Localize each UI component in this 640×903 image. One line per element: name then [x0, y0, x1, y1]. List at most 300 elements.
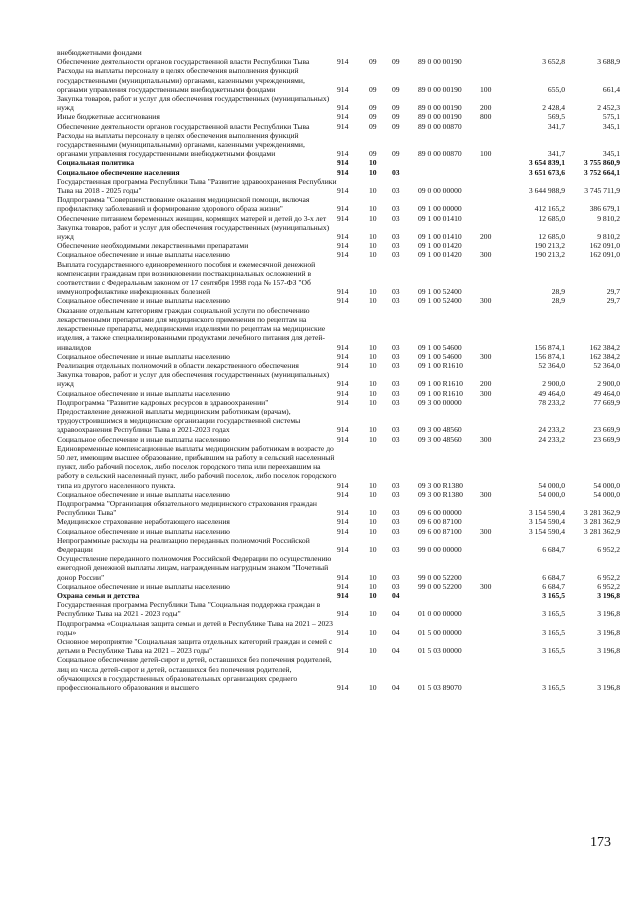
row-section: 10 [369, 379, 377, 389]
row-amount-year1: 156 874,1 [534, 342, 565, 352]
row-expense-type [480, 48, 505, 57]
row-amount-year2: 3 755 860,9 [583, 158, 620, 168]
row-name: Обеспечение питанием беременных женщин, кормящих матерей и детей до 3-х лет [57, 213, 327, 223]
row-amount-year2: 2 452,3 [597, 103, 620, 113]
row-target-article: 09 1 00 00000 [418, 204, 462, 214]
row-name: Государственная программа Республики Тыва "Социальная поддержка граждан в Республике Тыва на 2021 - 2023 годы" [57, 600, 321, 619]
row-target-article: 09 1 00 01420 [418, 250, 462, 260]
row-amount-year1: 3 154 590,4 [528, 526, 565, 536]
row-amount-year2: 23 669,9 [593, 425, 620, 435]
row-target-article: 89 0 00 00190 [418, 103, 462, 113]
row-target-article: 09 1 00 R1610 [418, 360, 463, 370]
row-expense-type: 200 [480, 103, 492, 113]
row-amount-year2: 3 196,8 [597, 590, 620, 600]
row-grbs: 914 [337, 287, 349, 297]
row-subsection: 09 [392, 84, 400, 94]
table-row [57, 241, 620, 250]
row-target-article: 09 6 00 00000 [418, 508, 462, 518]
row-amount-year1: 412 165,2 [534, 204, 565, 214]
row-name: внебюджетными фондами [57, 48, 142, 57]
row-name: Непрограммные расходы на реализацию переданных полномочий Российской Федерации [57, 535, 310, 554]
row-subsection [392, 158, 418, 167]
row-amount-year2: 162 384,2 [589, 351, 620, 361]
row-target-article: 01 5 03 00000 [418, 646, 462, 656]
row-amount-year1: 6 684,7 [542, 581, 565, 591]
table-row [57, 223, 620, 241]
row-target-article: 09 1 00 01420 [418, 241, 462, 251]
row-name: Социальное обеспечение детей-сирот и детей, оставшихся без попечения родителей, лиц из числа детей-сирот и детей, оставшихся без попечения родителей, обучающихся в государственных образовательных организациях среднего профессионального образования и высшего [57, 655, 332, 693]
row-expense-type [480, 517, 505, 526]
row-amount-year2: 3 196,8 [597, 627, 620, 637]
row-amount-year2: 345,1 [602, 121, 620, 131]
row-grbs: 914 [337, 526, 349, 536]
row-section: 10 [369, 434, 377, 444]
row-amount-year1: 54 000,0 [538, 480, 565, 490]
table-row [57, 536, 620, 554]
row-subsection: 03 [392, 250, 400, 260]
row-target-article: 99 0 00 52200 [418, 572, 462, 582]
row-name: Закупка товаров, работ и услуг для обеспечения государственных (муниципальных) нужд [57, 94, 330, 113]
row-section: 10 [369, 287, 377, 297]
row-grbs: 914 [337, 544, 349, 554]
budget-table-body [57, 48, 620, 692]
row-amount-year2: 49 464,0 [593, 388, 620, 398]
row-subsection: 09 [392, 103, 400, 113]
row-section: 10 [369, 296, 377, 306]
row-subsection: 03 [392, 351, 400, 361]
row-subsection: 03 [392, 167, 400, 177]
row-amount-year1: 12 685,0 [538, 213, 565, 223]
row-amount-year1: 6 684,7 [542, 544, 565, 554]
row-section: 10 [369, 360, 377, 370]
row-expense-type [480, 57, 505, 66]
row-expense-type [480, 306, 505, 352]
row-expense-type [480, 407, 505, 435]
row-expense-type [480, 158, 505, 167]
row-name: Социальное обеспечение населения [57, 167, 180, 177]
row-name: Социальное обеспечение и иные выплаты населению [57, 526, 230, 536]
row-expense-type [480, 398, 505, 407]
row-subsection: 09 [392, 149, 400, 159]
row-subsection: 03 [392, 489, 400, 499]
row-expense-type [480, 637, 505, 655]
row-section: 10 [369, 544, 377, 554]
row-amount-year1: 3 652,8 [542, 57, 565, 67]
row-target-article: 09 3 00 R1380 [418, 489, 463, 499]
row-amount-year2: 6 952,2 [597, 581, 620, 591]
row-expense-type [480, 600, 505, 618]
row-amount-year1: 3 154 590,4 [528, 517, 565, 527]
row-section: 10 [369, 388, 377, 398]
table-row [57, 637, 620, 655]
row-name: Подпрограмма «Социальная защита семьи и детей в Республике Тыва на 2021 – 2023 годы» [57, 618, 333, 637]
row-amount-year1: 3 165,5 [542, 609, 565, 619]
row-target-article: 89 0 00 00190 [418, 57, 462, 67]
row-section: 10 [369, 241, 377, 251]
row-name: Иные бюджетные ассигнования [57, 112, 160, 122]
row-name: Реализация отдельных полномочий в области лекарственного обеспечения [57, 360, 299, 370]
row-section: 10 [369, 167, 377, 177]
row-expense-type: 300 [480, 526, 492, 536]
table-row [57, 370, 620, 388]
row-amount-year2: 23 669,9 [593, 434, 620, 444]
table-row [57, 499, 620, 517]
table-row [57, 352, 620, 361]
row-amount-year2: 345,1 [602, 149, 620, 159]
row-expense-type: 300 [480, 250, 492, 260]
row-grbs: 914 [337, 627, 349, 637]
row-grbs: 914 [337, 204, 349, 214]
row-target-article: 09 3 00 48560 [418, 425, 462, 435]
row-name: Социальная политика [57, 158, 135, 168]
row-section: 10 [369, 646, 377, 656]
row-subsection: 03 [392, 287, 400, 297]
row-expense-type: 100 [480, 84, 492, 94]
table-row [57, 435, 620, 444]
table-row [57, 195, 620, 213]
row-grbs: 914 [337, 250, 349, 260]
row-grbs: 914 [337, 646, 349, 656]
row-grbs: 914 [337, 186, 349, 196]
table-row [57, 122, 620, 131]
row-grbs: 914 [337, 517, 349, 527]
row-name: Социальное обеспечение и иные выплаты населению [57, 434, 230, 444]
table-row [57, 158, 620, 167]
row-amount-year2: 3 196,8 [597, 683, 620, 693]
row-section: 10 [369, 627, 377, 637]
row-name: Расходы на выплаты персоналу в целях обеспечения выполнения функций государственными (муниципальными) органами, казенными учреждениями, органами управления государственными внебюджетными фондами [57, 130, 305, 159]
row-expense-type [480, 536, 505, 554]
row-name: Социальное обеспечение и иные выплаты населению [57, 351, 230, 361]
row-subsection: 03 [392, 480, 400, 490]
row-section: 09 [369, 149, 377, 159]
row-subsection: 03 [392, 213, 400, 223]
row-section: 09 [369, 112, 377, 122]
row-amount-year1: 3 654 839,1 [528, 158, 565, 168]
row-target-article [418, 168, 480, 177]
row-section: 09 [369, 121, 377, 131]
row-name: Подпрограмма "Развитие кадровых ресурсов в здравоохранении" [57, 397, 269, 407]
row-amount-year2: 162 091,0 [589, 241, 620, 251]
row-amount-year2: 3 196,8 [597, 609, 620, 619]
row-amount-year1: 156 874,1 [534, 351, 565, 361]
row-subsection: 09 [392, 112, 400, 122]
row-amount-year1: 2 900,0 [542, 379, 565, 389]
row-subsection: 03 [392, 397, 400, 407]
row-expense-type [480, 122, 505, 131]
table-row [57, 260, 620, 297]
row-expense-type [480, 591, 505, 600]
row-amount-year2: 3 745 711,9 [584, 186, 620, 196]
row-subsection: 03 [392, 379, 400, 389]
table-row [57, 517, 620, 526]
row-grbs: 914 [337, 167, 349, 177]
row-section: 10 [369, 526, 377, 536]
row-section: 09 [369, 57, 377, 67]
row-target-article: 09 6 00 87100 [418, 526, 462, 536]
table-row [57, 168, 620, 177]
row-name: Охрана семьи и детства [57, 590, 140, 600]
row-grbs: 914 [337, 434, 349, 444]
row-subsection: 03 [392, 526, 400, 536]
row-amount-year2: 386 679,1 [589, 204, 620, 214]
budget-table [57, 48, 620, 692]
row-amount-year1: 655,0 [547, 84, 565, 94]
row-subsection: 03 [392, 434, 400, 444]
row-amount-year2: 6 952,2 [597, 572, 620, 582]
table-row [57, 591, 620, 600]
table-row [57, 490, 620, 499]
row-expense-type: 100 [480, 149, 492, 159]
row-section: 10 [369, 581, 377, 591]
table-row [57, 407, 620, 435]
row-subsection: 03 [392, 388, 400, 398]
row-name: Социальное обеспечение и иные выплаты населению [57, 296, 230, 306]
row-name: Обеспечение деятельности органов государственной власти Республики Тыва [57, 121, 310, 131]
table-row [57, 554, 620, 582]
row-grbs: 914 [337, 57, 349, 67]
row-name: Медицинское страхование неработающего населения [57, 517, 230, 527]
row-grbs: 914 [337, 609, 349, 619]
row-subsection: 03 [392, 360, 400, 370]
row-name: Обеспечение необходимыми лекарственными препаратами [57, 241, 249, 251]
table-row [57, 398, 620, 407]
row-grbs: 914 [337, 351, 349, 361]
row-grbs: 914 [337, 489, 349, 499]
row-target-article: 89 0 00 00870 [418, 121, 462, 131]
row-section: 10 [369, 609, 377, 619]
row-expense-type [480, 554, 505, 582]
row-subsection: 03 [392, 296, 400, 306]
table-row [57, 131, 620, 159]
row-expense-type: 200 [480, 232, 492, 242]
row-target-article: 09 1 00 01410 [418, 232, 462, 242]
row-target-article: 99 0 00 00000 [418, 544, 462, 554]
row-name: Предоставление денежной выплаты медицинским работникам (врачам), трудоустроившимся в медицинские организации государственной системы здравоохранения Республики Тыва в 2021-2023 годах [57, 406, 301, 435]
row-subsection: 04 [392, 683, 400, 693]
row-subsection: 03 [392, 186, 400, 196]
table-row [57, 444, 620, 490]
row-name: Расходы на выплаты персоналу в целях обеспечения выполнения функций государственными (муниципальными) органами, казенными учреждениями, органами управления государственными внебюджетными фондами [57, 66, 305, 94]
row-target-article: 09 1 00 R1610 [418, 379, 463, 389]
row-grbs: 914 [337, 508, 349, 518]
row-amount-year1: 3 165,5 [542, 683, 565, 693]
row-grbs: 914 [337, 84, 349, 94]
row-expense-type: 200 [480, 379, 492, 389]
table-row [57, 619, 620, 637]
row-subsection: 04 [392, 627, 400, 637]
row-section: 10 [369, 489, 377, 499]
row-grbs: 914 [337, 296, 349, 306]
row-subsection: 03 [392, 581, 400, 591]
row-amount-year2: 29,7 [606, 296, 620, 306]
row-target-article: 09 1 00 01410 [418, 213, 462, 223]
table-row [57, 66, 620, 94]
row-grbs: 914 [337, 103, 349, 113]
row-amount-year2: 52 364,0 [593, 360, 620, 370]
row-grbs: 914 [337, 397, 349, 407]
row-name: Закупка товаров, работ и услуг для обеспечения государственных (муниципальных) нужд [57, 370, 330, 389]
row-target-article: 09 6 00 87100 [418, 517, 462, 527]
row-target-article: 09 3 00 00000 [418, 397, 462, 407]
table-row [57, 57, 620, 66]
row-section: 10 [369, 204, 377, 214]
row-amount-year2: 77 669,9 [593, 397, 620, 407]
row-expense-type [480, 619, 505, 637]
table-row [57, 527, 620, 536]
row-grbs: 914 [337, 480, 349, 490]
row-amount-year1: 52 364,0 [538, 360, 565, 370]
row-expense-type: 300 [480, 489, 492, 499]
row-name: Единовременные компенсационные выплаты медицинским работникам в возрасте до 50 лет, имеющим высшее образование, прибывшим на работу в сельский населенный пункт, либо рабочий поселок, либо поселок городского типа или переехавшим на работу в сельский населенный пункт, либо рабочий поселок, либо поселок городского типа из другого населенного пункта. [57, 443, 337, 490]
row-grbs: 914 [337, 112, 349, 122]
row-amount-year1: 12 685,0 [538, 232, 565, 242]
row-target-article [418, 158, 480, 167]
row-grbs: 914 [337, 590, 349, 600]
row-target-article: 09 3 00 48560 [418, 434, 462, 444]
row-grbs: 914 [337, 149, 349, 159]
table-row [57, 296, 620, 305]
row-expense-type [480, 260, 505, 297]
row-section: 10 [369, 572, 377, 582]
row-amount-year1: 569,5 [547, 112, 565, 122]
row-section: 10 [369, 232, 377, 242]
row-section: 10 [369, 351, 377, 361]
row-amount-year2: 9 810,2 [597, 213, 620, 223]
row-subsection: 03 [392, 517, 400, 527]
row-target-article: 89 0 00 00190 [418, 84, 462, 94]
row-amount-year2: 3 688,9 [597, 57, 620, 67]
row-subsection: 03 [392, 425, 400, 435]
row-amount-year2: 575,1 [602, 112, 620, 122]
row-section: 10 [369, 250, 377, 260]
row-section: 10 [369, 213, 377, 223]
row-target-article: 99 0 00 52200 [418, 581, 462, 591]
row-grbs: 914 [337, 683, 349, 693]
table-row [57, 94, 620, 112]
row-expense-type: 300 [480, 296, 492, 306]
row-subsection: 03 [392, 544, 400, 554]
row-name: Осуществление переданного полномочия Российской Федерации по осуществлению ежегодной денежной выплаты лицам, награжденным нагрудным знаком "Почетный донор России" [57, 554, 332, 582]
row-subsection: 03 [392, 572, 400, 582]
row-section: 10 [369, 397, 377, 407]
table-row [57, 177, 620, 195]
row-subsection: 09 [392, 121, 400, 131]
row-subsection: 03 [392, 204, 400, 214]
row-name: Закупка товаров, работ и услуг для обеспечения государственных (муниципальных) нужд [57, 222, 330, 242]
table-row [57, 582, 620, 591]
row-section: 10 [369, 590, 377, 600]
row-subsection: 04 [392, 609, 400, 619]
table-row [57, 361, 620, 370]
row-section: 10 [369, 342, 377, 352]
row-amount-year2: 661,4 [602, 84, 620, 94]
row-grbs: 914 [337, 581, 349, 591]
row-expense-type [480, 195, 505, 213]
row-section: 10 [369, 517, 377, 527]
table-row [57, 112, 620, 121]
row-section: 10 [369, 480, 377, 490]
row-target-article: 09 1 00 52400 [418, 296, 462, 306]
row-subsection: 09 [392, 57, 400, 67]
row-target-article: 01 5 00 00000 [418, 627, 462, 637]
row-section: 10 [369, 508, 377, 518]
row-section: 09 [369, 103, 377, 113]
row-expense-type [480, 168, 505, 177]
row-amount-year1: 190 213,2 [534, 250, 565, 260]
row-amount-year1: 3 154 590,4 [528, 508, 565, 518]
row-name: Государственная программа Республики Тыва "Развитие здравоохранения Республики Тыва на 2018 - 2025 годы" [57, 176, 337, 196]
row-section: 10 [369, 158, 377, 168]
row-section [369, 48, 392, 57]
row-expense-type: 800 [480, 112, 492, 122]
row-section: 09 [369, 84, 377, 94]
row-expense-type [480, 499, 505, 517]
row-section: 10 [369, 683, 377, 693]
row-amount-year1: 341,7 [547, 149, 565, 159]
row-amount-year1: 190 213,2 [534, 241, 565, 251]
table-row [57, 655, 620, 692]
row-amount-year2: 3 196,8 [597, 646, 620, 656]
row-amount-year2: 9 810,2 [597, 232, 620, 242]
row-expense-type: 300 [480, 351, 492, 361]
row-amount-year2: 3 281 362,9 [583, 517, 620, 527]
row-amount-year2: 3 281 362,9 [583, 508, 620, 518]
row-subsection: 03 [392, 232, 400, 242]
row-amount-year1: 2 428,4 [542, 103, 565, 113]
row-section: 10 [369, 425, 377, 435]
row-amount-year1: 3 165,5 [542, 646, 565, 656]
row-expense-type: 300 [480, 434, 492, 444]
row-amount-year2 [565, 48, 620, 57]
row-amount-year2: 54 000,0 [593, 480, 620, 490]
row-expense-type: 300 [480, 388, 492, 398]
row-grbs: 914 [337, 572, 349, 582]
row-subsection: 04 [392, 646, 400, 656]
row-amount-year2: 3 281 362,9 [583, 526, 620, 536]
row-amount-year1: 3 644 988,9 [528, 186, 565, 196]
row-grbs: 914 [337, 241, 349, 251]
row-amount-year1 [505, 48, 565, 57]
row-target-article: 01 5 03 89070 [418, 683, 462, 693]
row-subsection: 03 [392, 508, 400, 518]
page-number: 173 [590, 835, 611, 850]
row-target-article: 09 1 00 R1610 [418, 388, 463, 398]
row-name: Оказание отдельным категориям граждан социальной услуги по обеспечению лекарственными препаратами для медицинского применения по рецептам на лекарственные препараты, медицинскими изделиями по рецептам на медицинские изделия, а также специализированными продуктами лечебного питания для детей-инвалидов [57, 305, 326, 352]
row-grbs: 914 [337, 213, 349, 223]
row-target-article: 89 0 00 00190 [418, 112, 462, 122]
row-amount-year2: 54 000,0 [593, 489, 620, 499]
row-amount-year1: 341,7 [547, 121, 565, 131]
row-expense-type [480, 177, 505, 195]
row-grbs: 914 [337, 342, 349, 352]
row-target-article: 09 1 00 52400 [418, 287, 462, 297]
row-subsection: 04 [392, 590, 400, 600]
row-grbs: 914 [337, 158, 349, 168]
row-amount-year2: 162 384,2 [589, 342, 620, 352]
row-name: Социальное обеспечение и иные выплаты населению [57, 250, 230, 260]
row-amount-year1: 3 651 673,6 [528, 167, 565, 177]
row-name: Выплата государственного единовременного пособия и ежемесячной денежной компенсации гражданам при возникновении поствакцинальных осложнений в соответствии с Федеральным законом от 17 сентября 1998 года № 157-ФЗ "Об иммунопрофилактике инфекционных болезней [57, 259, 316, 297]
row-grbs: 914 [337, 232, 349, 242]
row-expense-type: 300 [480, 581, 492, 591]
row-target-article: 09 0 00 00000 [418, 186, 462, 196]
row-amount-year1: 78 233,2 [538, 397, 565, 407]
row-name: Подпрограмма "Совершенствование оказания медицинской помощи, включая профилактику заболеваний и формирование здорового образа жизни" [57, 195, 310, 214]
row-amount-year1: 6 684,7 [542, 572, 565, 582]
row-grbs [337, 48, 369, 57]
row-name: Обеспечение деятельности органов государственной власти Республики Тыва [57, 57, 310, 67]
